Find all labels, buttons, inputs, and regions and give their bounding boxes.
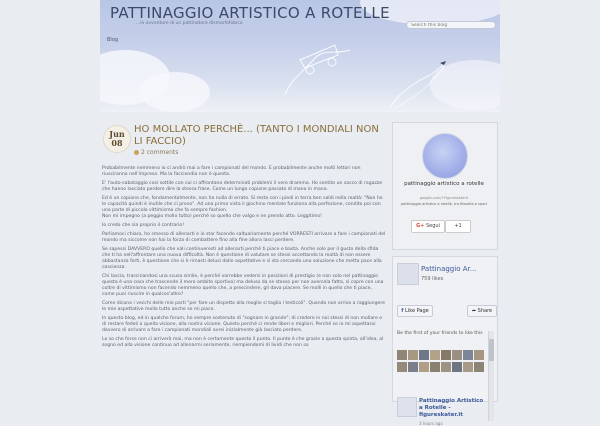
sidebar bbox=[392, 122, 498, 426]
post-paragraph: Lo so che forse non ci arriverò mai, ma non è certamente questo il punto. Il punto è che grazie a questa spinta, all'idea, al sogno ed alla visione continuo ad allenarmi seriamente, riempiendomi di lividi che non so bbox=[102, 337, 384, 348]
blog-header bbox=[100, 0, 500, 112]
post-date-badge bbox=[103, 125, 131, 153]
google-plus-icon: G+ bbox=[416, 223, 425, 229]
post-body bbox=[102, 166, 386, 352]
post-paragraph: Chi lascia, trascinandosi una scusa simile, è perché vorrebbe vedersi in posizioni di prestigio (e non solo nel pattinaggio questa è una cosa che trascende il mero ambito sportivo) ma deluso da se stesso per non avercela fatta, si copre con una coltre di vittimismo non facendo nemmeno quello che, a prescindere, gli dava piacere. Se molli in quello che ti piace, come puoi riuscire in qualcos'altro? bbox=[102, 274, 384, 297]
nav-item-blog[interactable]: Blog bbox=[107, 37, 119, 43]
follow-label: Segui bbox=[425, 223, 440, 229]
profile-avatar[interactable] bbox=[422, 133, 468, 179]
gplus-page-description: pattinaggio artistico a rotelle, tra filosofia e sport bbox=[400, 202, 488, 206]
gplus-page-url[interactable]: google.com/+Figureskaterit bbox=[419, 196, 469, 200]
facebook-friend-faces bbox=[397, 350, 487, 390]
site-title[interactable]: PATTINAGGIO ARTISTICO A ROTELLE bbox=[110, 4, 390, 22]
post-paragraph: Se sapessi DAVVERO quello che vali continueresti ad allenarti perché ti piace e basta. Anche solo per il gusto della sfida che ti ha nell'affrontare una nuova difficoltà. Non è questione di valutare se stessi accettando la realtà di non essere abbastanza forti, è questione che si è rimasti delusi dalle aspettative e si sta cercando una soluzione che metta pace alla coscienza. bbox=[102, 247, 382, 270]
airplane-icon bbox=[440, 61, 446, 65]
search-input[interactable] bbox=[406, 21, 496, 29]
friend-avatar[interactable] bbox=[474, 350, 484, 360]
post-paragraph: Parliamoci chiaro, ho smesso di allenarti e io star facendo saltuariamente perché VORRESTI arrivare a fare i campionati del mondo ma siccome non hai la forza di combattere fino alla fine allora lasci perdere. bbox=[102, 232, 386, 243]
facebook-post-thumbnail[interactable] bbox=[397, 397, 417, 417]
friend-avatar[interactable] bbox=[408, 362, 418, 372]
post-paragraph: Io credo che sia proprio il contrario! bbox=[102, 223, 185, 228]
gplus-page-name[interactable]: pattinaggio artistico a rotelle bbox=[404, 181, 484, 187]
facebook-likes-count: 759 likes bbox=[421, 276, 444, 282]
friend-avatar[interactable] bbox=[452, 362, 462, 372]
facebook-share-button[interactable] bbox=[467, 305, 497, 317]
post-date-month: Jun bbox=[109, 129, 125, 139]
friend-avatar[interactable] bbox=[474, 362, 484, 372]
facebook-page-name[interactable]: Pattinaggio Ar... bbox=[421, 265, 477, 273]
friend-avatar[interactable] bbox=[408, 350, 418, 360]
post-date-day: 08 bbox=[111, 138, 123, 148]
share-icon: ➦ bbox=[471, 308, 477, 314]
friend-avatar[interactable] bbox=[397, 350, 407, 360]
facebook-like-page-button[interactable] bbox=[397, 305, 433, 317]
google-plus-badge bbox=[392, 122, 498, 250]
post-paragraph: Come dicono i vecchi delle mie parti "per fare un dispetto alla moglie si taglia i testicoli". Quando non arrivo a raggiungere le mie aspettative mollo tutto anche se mi piace. bbox=[102, 301, 385, 312]
post-paragraph: Ed è un copione che, fondamentalmente, non ha nulla di errato. Si resta con i piedi in terra ben saldi nella realtà: "Non ho le capacità quindi è inutile che ci provo". Ad una prima vista il giochino mentale funziona alla perfezione, condito poi con una parte di piccolo vittimismo che fa sempre fashion. bbox=[102, 196, 383, 213]
scrollbar-thumb[interactable] bbox=[489, 339, 494, 361]
gplus-count: +1 bbox=[445, 220, 471, 233]
facebook-post-time: 3 hours ago bbox=[419, 421, 443, 426]
facebook-post-title[interactable]: Pattinaggio Artistico a Rotelle - figureskater.it bbox=[419, 398, 484, 418]
friend-avatar[interactable] bbox=[419, 350, 429, 360]
comments-count[interactable]: 2 comments bbox=[141, 149, 179, 156]
friend-avatar[interactable] bbox=[463, 362, 473, 372]
facebook-friends-text: Be the first of your friends to like this bbox=[397, 331, 483, 336]
friend-avatar[interactable] bbox=[430, 362, 440, 372]
friend-avatar[interactable] bbox=[430, 350, 440, 360]
page-wrapper bbox=[100, 0, 500, 426]
like-page-label: Like Page bbox=[405, 308, 429, 314]
share-label: Share bbox=[477, 308, 493, 314]
main-content bbox=[100, 118, 390, 400]
facebook-page-plugin bbox=[392, 256, 498, 426]
friend-avatar[interactable] bbox=[397, 362, 407, 372]
site-description: ...le avventure di un pattinatore dismorfofobico bbox=[136, 21, 243, 26]
post-paragraph: Probabilmente nemmeno io ci andrò mai a fare i campionati del mondo. E probabilmente anche molti lettori non riusciranno nell'impresa. Ma la facciendia non è questa. bbox=[102, 166, 361, 177]
friend-avatar[interactable] bbox=[463, 350, 473, 360]
facebook-scrollbar[interactable] bbox=[488, 331, 494, 421]
post-paragraph: E' l'auto-sabotaggio così sottile con cui ci affrontano determinati problemi il vero dramma. Ho sentito un sacco di ragazze che hanno lasciato perdere dire la stessa frase. Come un lungo copione passato di mano in mano. bbox=[102, 181, 383, 192]
facebook-like-icon: f bbox=[401, 308, 404, 314]
gplus-follow-button[interactable] bbox=[411, 220, 445, 233]
comment-icon bbox=[134, 150, 139, 155]
post-paragraph: In questo blog, ed in qualche forum, ho sempre sostenuto di "sognare in grande": di credere in noi stessi di non mollare e di restare fedeli a quella visione, alla nostra visione. Questo perché ci rende liberi e migliori. Perché se io mi aspettassi davvero di arrivare a fare i campionati mondiali avrei inizialmente già lasciato perdere. bbox=[102, 316, 383, 333]
post-title[interactable]: HO MOLLATO PERCHÈ... (TANTO I MONDIALI NON LI FACCIO) bbox=[134, 124, 379, 147]
comments-link[interactable] bbox=[134, 149, 178, 156]
friend-avatar[interactable] bbox=[441, 362, 451, 372]
friend-avatar[interactable] bbox=[419, 362, 429, 372]
facebook-page-thumbnail[interactable] bbox=[397, 263, 419, 285]
friend-avatar[interactable] bbox=[441, 350, 451, 360]
post-paragraph: Non mi impegno (a peggio mollo tutto) perché so quello che valgo e ne prendo atto. Leggitimo! bbox=[102, 214, 323, 219]
friend-avatar[interactable] bbox=[452, 350, 462, 360]
